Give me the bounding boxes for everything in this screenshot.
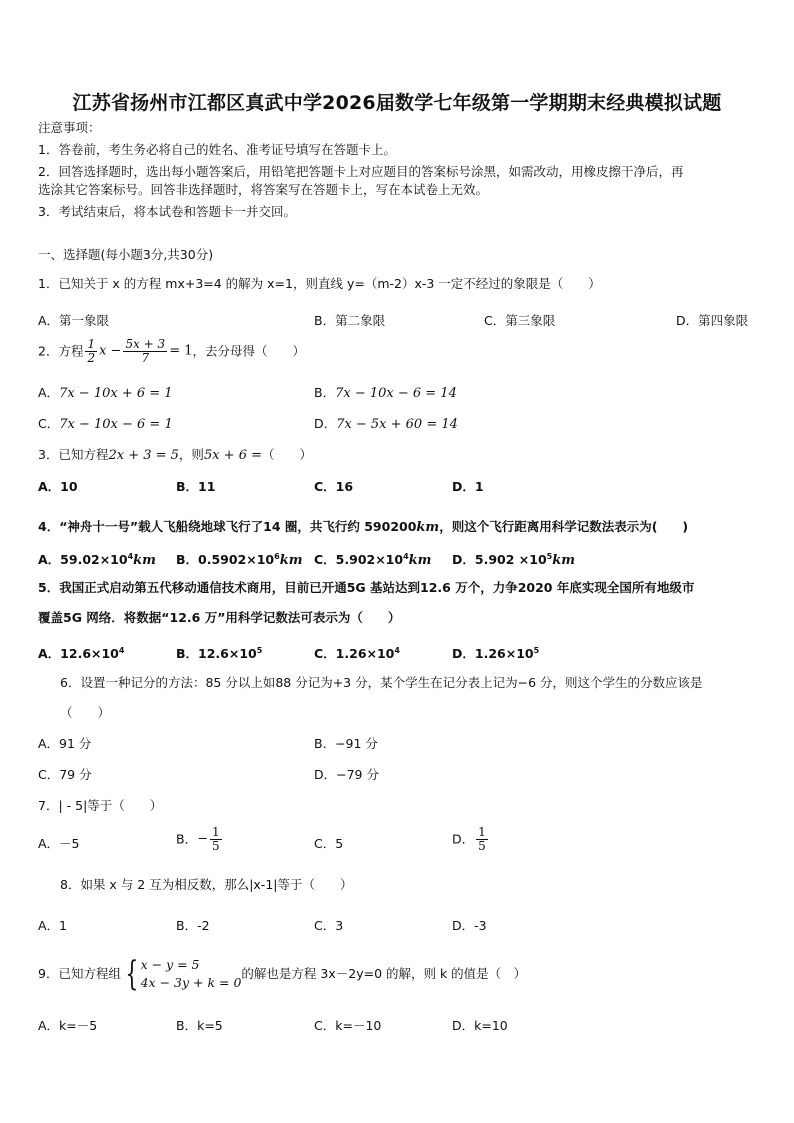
question-5-stem-line-1: 5．我国正式启动第五代移动通信技术商用，目前已开通5G 基站达到12.6 万个，力争2020 年底实现全国所有地级市 [38,580,695,595]
question-3-option-b: B．11 [176,479,216,494]
question-1-option-b: B．第二象限 [314,313,386,328]
question-2-option-c: C．7x − 10x − 6 = 1 [38,416,173,432]
question-6-option-d: D．−79 分 [314,767,379,782]
equation-system: x − y = 5 4x − 3y + k = 0 [140,957,242,990]
question-9-option-c: C．k=－10 [314,1018,382,1033]
question-1-option-a: A．第一象限 [38,313,110,328]
question-3-option-c: C．16 [314,479,354,494]
question-8-option-c: C．3 [314,918,344,933]
question-8-option-d: D．-3 [452,918,487,933]
notice-item-3: 3．考试结束后，将本试卷和答题卡一并交回。 [38,204,296,219]
question-4-option-a: A．$59.02\times 10^4km$ [38,552,156,569]
question-7-option-d: D． $\frac{1}{5}$ [452,825,486,853]
question-6-option-b: B．−91 分 [314,736,378,751]
question-6-stem-line-1: 6．设置一种记分的方法：85 分以上如88 分记为+3 分，某个学生在记分表上记为−6 分，则这个学生的分数应该是 [60,675,703,690]
question-2-mid: x − [99,343,122,359]
question-5-option-c: C．$1.26\times 10^4$ [314,646,400,662]
section-heading: 一、选择题(每小题3分,共30分) [38,247,214,262]
question-8-option-a: A．1 [38,918,68,933]
question-3-stem: 3．已知方程2x + 3 = 5，则5x + 6 =（ ） [38,447,313,463]
question-9-option-a: A．k=－5 [38,1018,98,1033]
question-4-option-c: C．$5.902\times 10^4km$ [314,552,432,569]
question-7-option-a: A．－5 [38,836,80,851]
question-2-fraction-2: $\frac{5x + 3}{7}$ [125,337,166,365]
question-6-option-c: C．79 分 [38,767,92,782]
question-8-option-b: B．-2 [176,918,210,933]
question-1-stem: 1．已知关于 x 的方程 mx+3=4 的解为 x=1，则直线 y=（m-2）x-3 一定不经过的象限是（ ） [38,276,601,291]
question-2-stem [38,338,305,365]
exam-title: 江苏省扬州市江都区真武中学2026届数学七年级第一学期期末经典模拟试题 [72,92,722,114]
question-8-stem: 8．如果 x 与 2 互为相反数，那么|x-1|等于（ ） [60,877,353,892]
question-5-option-a: A．$12.6\times 10^4$ [38,646,125,662]
question-5-option-b: B．$12.6\times 10^5$ [176,646,263,662]
question-6-option-a: A．91 分 [38,736,92,751]
question-2-lead: 2．方程 [38,343,84,359]
question-2-option-d: D．7x − 5x + 60 = 14 [314,416,458,432]
question-4-option-d: D．$5.902 \times 10^5km$ [452,552,575,569]
question-5-option-d: D．$1.26\times 10^5$ [452,646,540,662]
question-3-option-a: A．10 [38,479,78,494]
question-2-tail: = 1 [169,343,193,359]
question-2-option-b: B．7x − 10x − 6 = 14 [314,385,457,401]
question-2-rest: ，去分母得（ ） [192,343,305,359]
question-4-stem: 4．“神舟十一号”载人飞船绕地球飞行了14 圈，共飞行约 590200km，则这个飞行距离用科学记数法表示为( ) [38,519,689,535]
question-3-option-d: D．1 [452,479,484,494]
notice-heading: 注意事项： [38,120,101,135]
question-7-stem: 7．| - 5|等于（ ） [38,798,163,813]
question-4-option-b: B．$0.5902\times 10^6km$ [176,552,303,569]
question-5-stem-line-2: 覆盖5G 网络．将数据“12.6 万”用科学记数法可表示为（ ） [38,610,401,625]
question-7-option-b: B．− $\frac{1}{5}$ [176,825,220,853]
notice-item-2-cont: 选涂其它答案标号。回答非选择题时，将答案写在答题卡上，写在本试卷上无效。 [38,182,489,197]
question-9-option-d: D．k=10 [452,1018,508,1033]
question-1-option-c: C．第三象限 [484,313,556,328]
question-6-stem-line-2: （ ） [60,705,111,720]
notice-item-1: 1．答卷前，考生务必将自己的姓名、准考证号填写在答题卡上。 [38,142,396,157]
question-9-option-b: B．k=5 [176,1018,223,1033]
notice-item-2: 2．回答选择题时，选出每小题答案后，用铅笔把答题卡上对应题目的答案标号涂黑，如需改动，用橡皮擦干净后，再 [38,164,684,179]
question-7-option-c: C．5 [314,836,344,851]
question-2-fraction-1: $\frac{1}{2}$ [87,337,96,365]
question-2-option-a: A．7x − 10x + 6 = 1 [38,385,173,401]
question-9-stem: 9．已知方程组 { x − y = 5 4x − 3y + k = 0 的解也是方程 3x－2y=0 的解，则 k 的值是（ ） [38,954,527,994]
system-brace: { [125,954,139,994]
question-1-option-d: D．第四象限 [676,313,749,328]
